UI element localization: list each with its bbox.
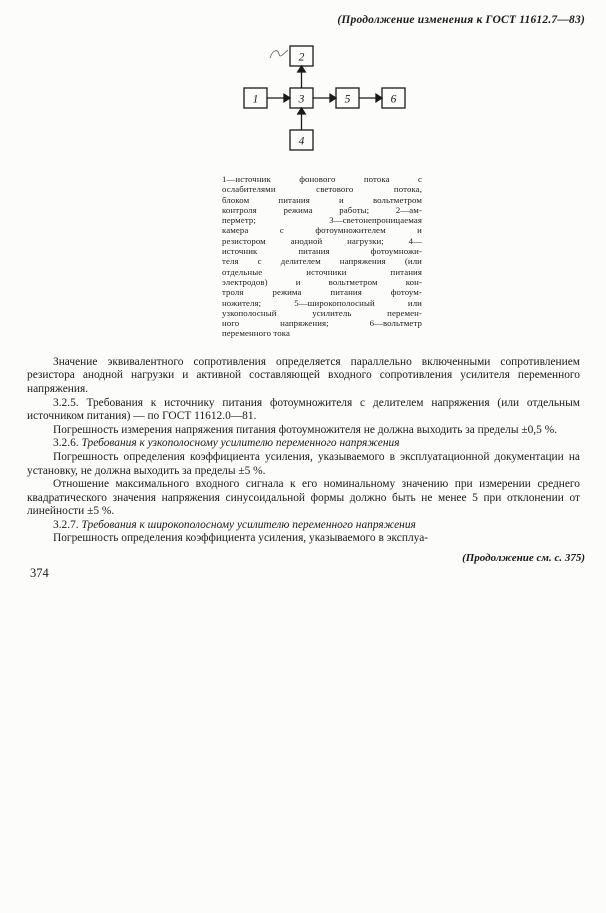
- handwritten-mark: [270, 50, 288, 58]
- box-3-label: 3: [298, 93, 305, 106]
- legend-line: ножителя; 5—широкополосный или: [222, 297, 422, 308]
- legend-line: переменного тока: [222, 328, 290, 339]
- paragraph: [27, 478, 580, 519]
- legend-line: теля с делителем напряжения (или: [222, 256, 422, 267]
- paragraph-text: Отношение максимального входного сигнала к его номинальному значению при измерении среднего квадратического значения напряжения синусоидальной формы должно быть не менее 5 при отклонении от линейности ±5 %.: [27, 478, 580, 518]
- paragraph-text: 3.2.6.: [53, 437, 82, 450]
- legend-line: троля режима питания фотоум-: [222, 287, 422, 298]
- paragraph: [27, 519, 580, 533]
- arrowhead-4-to-3: [298, 108, 306, 114]
- page-number: 374: [30, 566, 49, 581]
- legend-line: узкополосный усилитель перемен-: [222, 307, 422, 318]
- header-continuation-note: (Продолжение изменения к ГОСТ 11612.7—83): [337, 14, 585, 26]
- legend-line: отдельные источники питания: [222, 266, 422, 277]
- legend-line: ного напряжения; 6—вольтметр: [222, 318, 422, 329]
- paragraph: [27, 532, 580, 546]
- arrowhead-3-to-5: [330, 94, 336, 102]
- box-6-label: 6: [390, 93, 397, 106]
- continuation-note: (Продолжение см. с. 375): [462, 552, 585, 565]
- paragraph: [27, 437, 580, 451]
- paragraph: [27, 356, 580, 397]
- body-text: [27, 356, 580, 546]
- paragraph-text: 3.2.7.: [53, 518, 82, 531]
- box-2-label: 2: [298, 51, 305, 64]
- paragraph-text-italic: Требования к узкополосному усилителю переменного напряжения: [81, 437, 400, 450]
- box-1-label: 1: [252, 93, 259, 106]
- arrowhead-3-to-2: [298, 66, 306, 72]
- paragraph-text: Значение эквивалентного сопротивления определяется параллельно включенными сопротивлением резистора анодной нагрузки и активной составляющей входного сопротивления усилителя переменного напряжения.: [27, 355, 580, 395]
- legend-line: контроля режима работы; 2—ам-: [222, 204, 422, 215]
- diagram-arrows: [267, 66, 382, 130]
- legend-line: электродов) и вольтметром кон-: [222, 276, 422, 287]
- box-5-label: 5: [344, 93, 351, 106]
- legend-line: перметр; 3—светонепроницаемая: [222, 215, 422, 226]
- arrowhead-1-to-3: [284, 94, 290, 102]
- paragraph: [27, 451, 580, 478]
- legend-line: резистором анодной нагрузки; 4—: [222, 235, 422, 246]
- legend-line: 1—источник фонового потока с: [222, 174, 422, 184]
- diagram-legend: [222, 174, 422, 339]
- paragraph-text-italic: Требования к широкополосному усилителю переменного напряжения: [81, 518, 416, 531]
- legend-line: блоком питания и вольтметром: [222, 194, 422, 205]
- paragraph-text: Погрешность определения коэффициента усиления, указываемого в эксплуатационной документации на установку, не должна выходить за пределы ±5 %.: [27, 450, 580, 477]
- paragraph-text: Погрешность определения коэффициента усиления, указываемого в эксплуа-: [53, 532, 429, 545]
- box-4-label: 4: [298, 135, 305, 148]
- legend-line: камера с фотоумножителем и: [222, 225, 422, 236]
- block-diagram: [236, 42, 414, 159]
- legend-line: источник питания фотоумножи-: [222, 246, 422, 257]
- block-diagram-svg: [236, 42, 414, 154]
- paragraph-text: 3.2.5. Требования к источнику питания фотоумножителя с делителем напряжения (или отдельным источником питания) — по ГОСТ 11612.0—81.: [27, 396, 580, 423]
- paragraph-text: Погрешность измерения напряжения питания фотоумножителя не должна выходить за пределы ±0,5 %.: [53, 423, 558, 436]
- paragraph: [27, 424, 580, 438]
- arrowhead-5-to-6: [376, 94, 382, 102]
- legend-line: ослабителями светового потока,: [222, 184, 422, 195]
- paragraph: [27, 397, 580, 424]
